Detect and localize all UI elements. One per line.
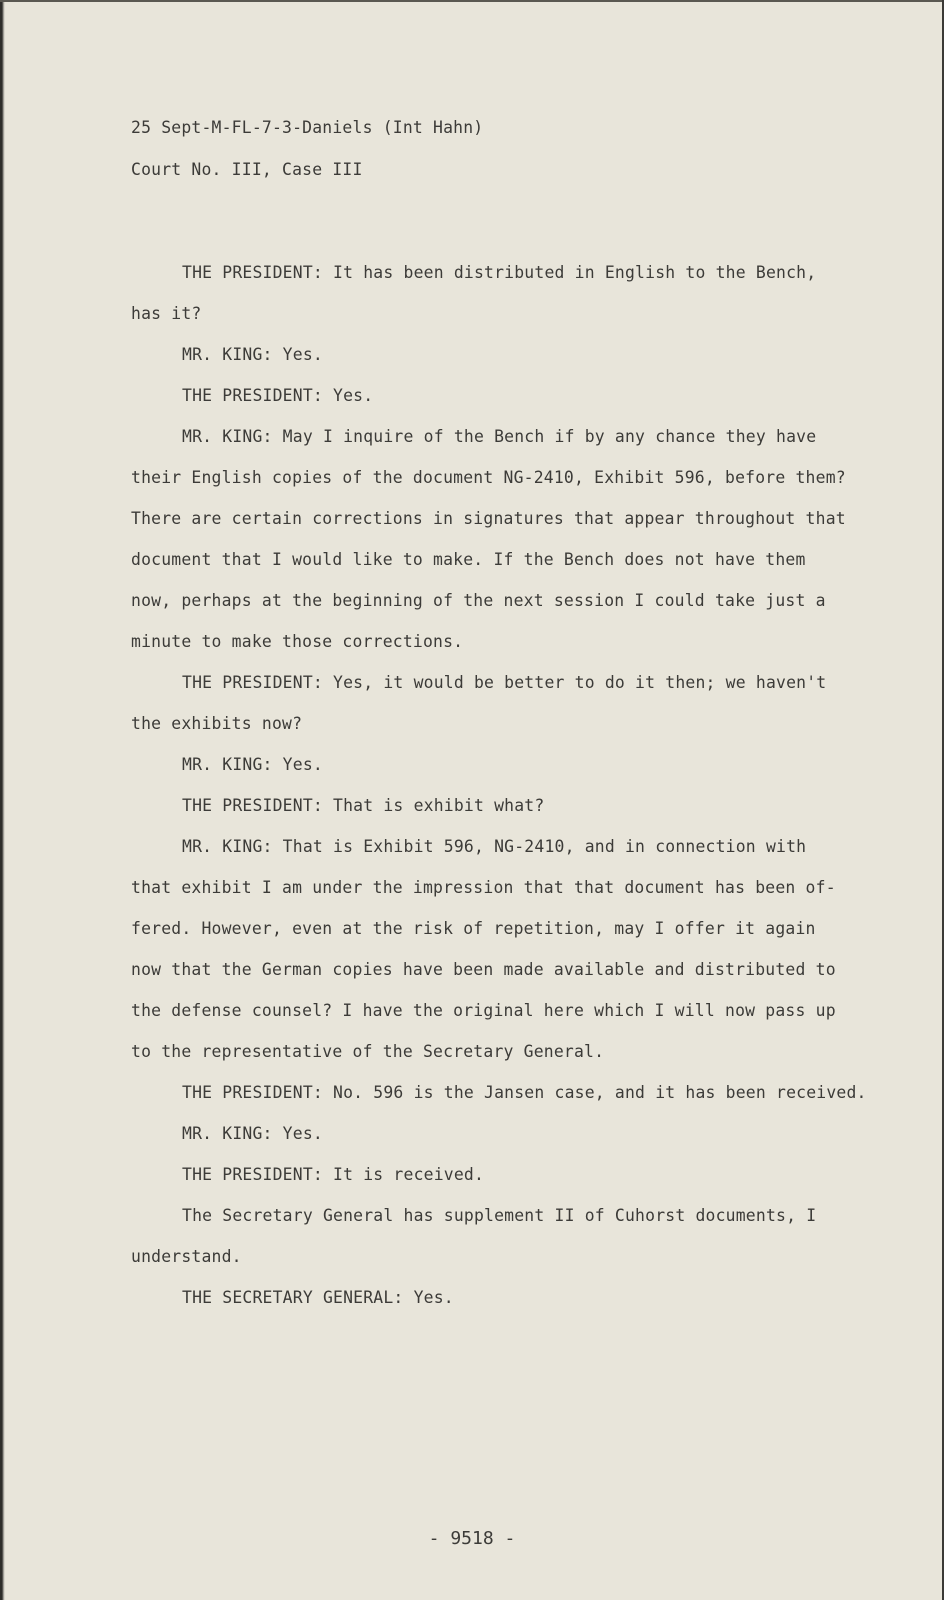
transcript-line: MR. KING: May I inquire of the Bench if by any chance they have (182, 427, 817, 446)
transcript-line: the defense counsel? I have the original here which I will now pass up (131, 1001, 836, 1020)
transcript-line: THE PRESIDENT: Yes, it would be better to do it then; we haven't (182, 673, 827, 692)
page-number: - 9518 - (428, 1528, 516, 1549)
transcript-line: understand. (131, 1247, 242, 1266)
transcript-line: THE PRESIDENT: It has been distributed in English to the Bench, (182, 263, 817, 282)
transcript-line: MR. KING: Yes. (182, 755, 323, 774)
transcript-line: MR. KING: Yes. (182, 1124, 323, 1143)
transcript-line: that exhibit I am under the impression that that document has been of- (131, 878, 836, 897)
transcript-line: THE PRESIDENT: No. 596 is the Jansen case, and it has been received. (182, 1083, 867, 1102)
transcript-line: There are certain corrections in signatures that appear throughout that (131, 509, 846, 528)
transcript-line: their English copies of the document NG-2410, Exhibit 596, before them? (131, 468, 846, 487)
transcript-line: THE SECRETARY GENERAL: Yes. (182, 1288, 454, 1307)
transcript-line: the exhibits now? (131, 714, 303, 733)
transcript-line: document that I would like to make. If the Bench does not have them (131, 550, 806, 569)
transcript-line: THE PRESIDENT: That is exhibit what? (182, 796, 545, 815)
transcript-line: minute to make those corrections. (131, 632, 464, 651)
header-court-line: Court No. III, Case III (131, 160, 363, 179)
transcript-line: THE PRESIDENT: Yes. (182, 386, 374, 405)
page-top-edge (0, 0, 944, 2)
transcript-line: now, perhaps at the beginning of the next session I could take just a (131, 591, 826, 610)
transcript-line: now that the German copies have been made available and distributed to (131, 960, 836, 979)
page-edge-shadow (0, 0, 5, 1600)
transcript-line: to the representative of the Secretary General. (131, 1042, 605, 1061)
transcript-line: fered. However, even at the risk of repetition, may I offer it again (131, 919, 816, 938)
header-session-line: 25 Sept-M-FL-7-3-Daniels (Int Hahn) (131, 118, 484, 137)
transcript-line: has it? (131, 304, 202, 323)
transcript-line: The Secretary General has supplement II of Cuhorst documents, I (182, 1206, 817, 1225)
transcript-line: THE PRESIDENT: It is received. (182, 1165, 485, 1184)
transcript-line: MR. KING: Yes. (182, 345, 323, 364)
transcript-line: MR. KING: That is Exhibit 596, NG-2410, and in connection with (182, 837, 807, 856)
